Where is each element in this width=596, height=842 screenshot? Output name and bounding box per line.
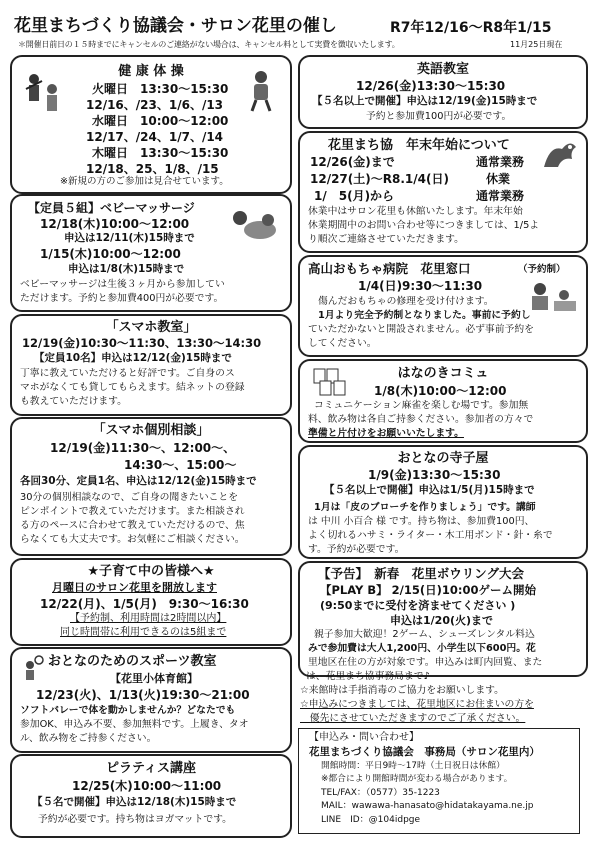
exercise-people-icon [24, 71, 64, 119]
adult-school-deadline: 【５名以上で開催】申込は1/5(月)15時まで [324, 484, 535, 496]
year-end-status: 休業 [486, 172, 511, 186]
smartphone-class-title: 「スマホ教室」 [105, 320, 197, 335]
adult-school-title: おとなの寺子屋 [397, 451, 489, 466]
toy-hospital-desc: 1月より完全予約制となりました。事前に予約し [318, 310, 531, 321]
bowling-box [298, 561, 588, 677]
contact-box [298, 728, 580, 834]
adult-school-desc: す。予約が必要です。 [308, 544, 405, 555]
smartphone-consult-desc: 30分の個別相談なので、ご自身の聞きたいことを [20, 492, 239, 503]
year-end-period: 12/27(土)～R8.1/4(日) [310, 172, 449, 186]
bowling-desc: みで参加費は大人1,200円、小学生以下600円。花 [308, 643, 536, 654]
exercise-line: 水曜日 10:00～12:00 [92, 114, 229, 128]
toy-repair-icon [526, 281, 580, 315]
mahjong-title: はなのきコミュ [397, 366, 489, 381]
baby-massage-deadline1: 申込は12/11(木)15時まで [64, 232, 195, 244]
baby-massage-deadline2: 申込は1/8(木)15時まで [68, 263, 185, 275]
exercise-line: 木曜日 13:30～15:30 [92, 146, 229, 160]
sports-class-title: おとなのためのスポーツ教室 [48, 654, 217, 669]
contact-org: 花里まちづくり協議会 事務局（サロン花里内） [309, 746, 540, 758]
adult-school-desc: よく切れるハサミ・ライター・木工用ボンド・針・糸で [308, 530, 553, 541]
parenting-title: ★子育て中の皆様へ★ [87, 564, 215, 579]
adult-school-date: 1/9(金)13:30～15:30 [368, 468, 501, 482]
year-end-status: 通常業務 [476, 155, 525, 169]
toy-hospital-title: 高山おもちゃ病院 花里窓口 [308, 261, 471, 276]
mahjong-desc: コミュニケーション麻雀を楽しむ場です。参加無 [314, 400, 529, 411]
toy-hospital-date: 1/4(日)9:30～11:30 [358, 279, 483, 293]
year-end-period: 1/ 5(月)から [314, 189, 395, 203]
english-class-date: 12/26(金)13:30～15:30 [356, 79, 506, 93]
event-period: R7年12/16～R8年1/15 [390, 20, 552, 36]
smartphone-consult-time2: 14:30～、15:00～ [124, 458, 237, 472]
toy-hospital-desc: ていただかないと開設されません。必ず事前予約を [308, 324, 534, 335]
contact-line-id: LINE ID：@104idpge [321, 815, 421, 825]
exercise-line: 12/17、/24、1/7、/14 [86, 130, 224, 144]
mahjong-desc: 準備と片付けをお願いいたします。 [308, 428, 464, 439]
baby-massage-box [10, 194, 292, 312]
english-class-box [298, 55, 588, 129]
contact-hours: 開館時間：平日9時～17時（土日祝日は休館） [321, 761, 505, 771]
smartphone-consult-desc: らなくても大丈夫です。お気軽にご相談ください。 [20, 534, 245, 545]
smartphone-class-time: 12/19(金)10:30～11:30、13:30～14:30 [22, 336, 262, 350]
cancel-notice: ＊開催日前日の１５時までにキャンセルのご連絡がない場合は、キャンセル料として実費を徴収いたします。 [18, 40, 400, 49]
adult-school-box [298, 445, 588, 559]
contact-heading: 【申込み・問い合わせ】 [309, 732, 419, 743]
year-end-title: 花里まち協 年末年始について [328, 138, 510, 153]
english-class-title: 英語教室 [416, 62, 469, 77]
contact-hours-note: ※都合により開館時間が変わる場合があります。 [321, 774, 513, 784]
sports-class-desc: 参加OK、申込み不要、参加無料です。上履き、タオ [20, 719, 249, 730]
contact-mail[interactable]: MAIL：wawawa-hanasato@hidatakayama.ne.jp [321, 801, 534, 811]
year-end-box [298, 131, 588, 253]
smartphone-consult-desc: ピンポイントで教えていただけます。また相談され [20, 506, 245, 517]
pilates-desc: 予約が必要です。持ち物はヨガマットです。 [38, 814, 232, 825]
bowling-desc: 親子参加大歓迎！2ゲーム、シューズレンタル料込 [314, 629, 535, 640]
as-of-date: 11月25日現在 [510, 40, 563, 49]
sports-class-box [10, 647, 292, 753]
bowling-date: 【PLAY B】 2/15(日)10:00ゲーム開始 [320, 583, 536, 597]
year-end-status: 通常業務 [476, 189, 525, 203]
bowling-title: 【予告】 新春 花里ボウリング大会 [318, 566, 525, 581]
baby-massage-desc: ただけます。予約と参加費400円が必要です。 [20, 293, 224, 304]
adult-school-desc: 1月は「皮のブローチを作りましょう」です。講師 [314, 502, 536, 513]
english-class-deadline: 【５名以上で開催】申込は12/19(金)15時まで [312, 95, 538, 107]
exercise-line: 火曜日 13:30～15:30 [92, 82, 229, 96]
sports-class-dates: 12/23(火)、1/13(火)19:30～21:00 [36, 688, 250, 702]
sports-class-desc: ソフトバレーで体を動かしませんか？どなたでも [20, 705, 236, 716]
baby-massage-date1: 12/18(木)10:00～12:00 [40, 217, 190, 231]
smartphone-class-desc: も教えていただけます。 [20, 396, 127, 407]
year-end-period: 12/26(金)まで [310, 155, 395, 169]
page-title: 花里まちづくり協議会・サロン花里の催し [14, 16, 337, 36]
smartphone-consult-time: 12/19(金)11:30～、12:00～、 [50, 441, 236, 455]
year-end-desc: 休業期間中のお問い合わせ等につきましては、1/5よ [308, 220, 540, 231]
parenting-limit: 同じ時間帯に利用できるのは5組まで [60, 627, 227, 638]
pilates-box [10, 754, 292, 838]
toy-hospital-desc: 傷んだおもちゃの修理を受け付けます。 [318, 296, 494, 307]
year-end-desc: り順次ご連絡させていただきます。 [308, 234, 464, 245]
baby-massage-desc: ベビーマッサージは生後３ヶ月から参加してい [20, 279, 225, 290]
smartphone-class-box [10, 314, 292, 416]
mahjong-box [298, 359, 588, 443]
pilates-date: 12/25(木)10:00～11:00 [72, 779, 222, 793]
english-class-desc: 予約と参加費100円が必要です。 [366, 111, 512, 122]
parenting-open-notice: 月曜日のサロン花里を開放します [52, 581, 217, 594]
sports-class-desc: ル、飲み物をご持参ください。 [20, 733, 157, 744]
exercise-line: 12/16、/23、1/6、/13 [86, 98, 224, 112]
pilates-deadline: 【５名で開催】申込は12/18(木)15時まで [32, 796, 237, 808]
smartphone-consult-box [10, 417, 292, 556]
priority-note: ☆申込みにつきましては、花里地区にお住まいの方を [300, 699, 534, 710]
sports-class-venue: 【花里小体育館】 [110, 672, 198, 685]
bowling-deadline: 申込は1/20(火)まで [390, 614, 494, 627]
toy-hospital-box [298, 255, 588, 357]
smartphone-class-deadline: 【定員10名】申込は12/12(金)15時まで [34, 352, 232, 364]
exercise-title: 健 康 体 操 [118, 64, 184, 79]
smartphone-consult-desc: る方のペースに合わせて教えていただけるので、焦 [20, 520, 245, 531]
toy-hospital-tag: （予約制） [518, 264, 566, 275]
pilates-title: ピラティス講座 [106, 761, 196, 776]
parenting-rule: 【予約制、利用時間は2時間以内】 [70, 613, 227, 624]
parenting-dates: 12/22(月)、1/5(月) 9:30～16:30 [40, 597, 249, 611]
dragon-icon [540, 137, 580, 173]
smartphone-class-desc: 丁寧に教えていただけると好評です。ご自身のス [20, 368, 235, 379]
smartphone-consult-deadline: 各回30分、定員1名、申込は12/12(金)15時まで [20, 475, 257, 487]
visit-note: ☆来館時は手指消毒のご協力をお願いします。 [300, 685, 504, 696]
bowling-desc: 里地区在住の方が対象です。申込みは町内回覧、また [308, 657, 543, 668]
baby-massage-date2: 1/15(木)10:00～12:00 [40, 247, 181, 261]
exercise-note: ※新規の方のご参加は見合せています。 [60, 176, 229, 187]
bowling-reception: (9:50までに受付を済ませてください ) [320, 599, 516, 612]
contact-tel: TEL/FAX：（0577）35-1223 [321, 788, 440, 798]
exercise-line: 12/18、25、1/8、/15 [86, 162, 219, 176]
priority-note: 優先にさせていただきますのでご了承ください。 [300, 713, 526, 724]
mahjong-desc: 料、飲み物は各自ご持参ください。参加者の方々で [308, 414, 534, 425]
baby-massage-title: 【定員５組】ベビーマッサージ [28, 201, 195, 215]
bowling-desc: は、花里まち協事務局まで♪ [306, 671, 430, 682]
smartphone-class-desc: マホがなくても貸してもらえます。結ネットの登録 [20, 382, 245, 393]
year-end-desc: 休業中はサロン花里も休館いたします。年末年始 [308, 206, 523, 217]
volleyball-player-icon [20, 655, 46, 685]
baby-icon [228, 208, 278, 242]
mahjong-date: 1/8(木)10:00～12:00 [374, 384, 507, 398]
toy-hospital-desc: してください。 [308, 338, 377, 349]
smartphone-consult-title: 「スマホ個別相談」 [92, 423, 210, 438]
parenting-box [10, 558, 292, 646]
adult-school-desc: は 中川 小百合 様 です。持ち物は、参加費100円、 [308, 516, 535, 527]
exercise-class-box [10, 55, 292, 194]
